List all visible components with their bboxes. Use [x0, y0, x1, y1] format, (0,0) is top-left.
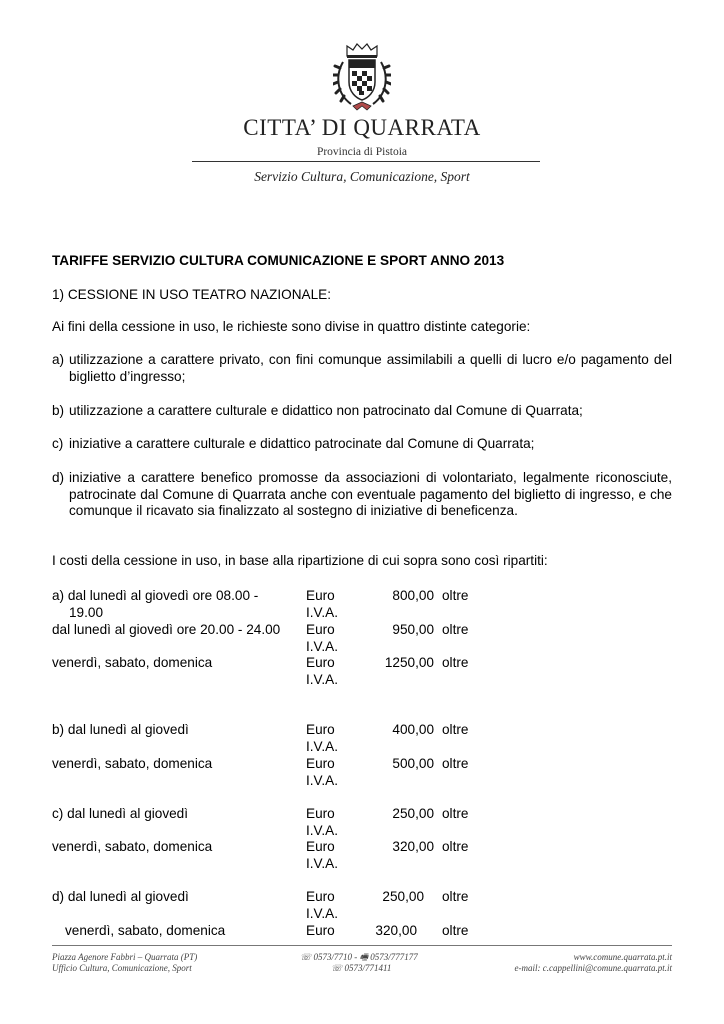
- section-heading: 1) CESSIONE IN USO TEATRO NAZIONALE:: [52, 287, 331, 302]
- category-letter: a): [52, 352, 65, 367]
- tariff-amount: 800,00: [392, 588, 434, 603]
- tariff-row: [0, 889, 724, 923]
- tariff-amount: 320,00: [375, 923, 417, 938]
- category-item: [52, 470, 672, 520]
- tariff-currency: Euro: [306, 806, 335, 821]
- footer-phone: ☏ 0573/7710 - 🖷 0573/777177: [300, 952, 418, 962]
- tariff-amount: 950,00: [392, 622, 434, 637]
- intro-paragraph: Ai fini della cessione in uso, le richieste sono divise in quattro distinte categorie:: [52, 319, 531, 334]
- document-title: TARIFFE SERVIZIO CULTURA COMUNICAZIONE E SPORT ANNO 2013: [52, 253, 505, 268]
- tariff-row: [0, 923, 724, 941]
- tariff-currency: Euro: [306, 588, 335, 603]
- tariff-vat: I.V.A.: [306, 855, 338, 871]
- category-item: [52, 436, 672, 453]
- tariff-row: [0, 722, 724, 756]
- tariff-note: oltre: [442, 806, 469, 821]
- tariff-amount: 1250,00: [384, 655, 434, 670]
- tariff-label: c) dal lunedì al giovedì: [52, 806, 189, 821]
- tariff-label: venerdì, sabato, domenica: [52, 756, 213, 771]
- tariff-vat: I.V.A.: [306, 738, 338, 754]
- tariff-note: oltre: [442, 923, 469, 938]
- category-letter: d): [52, 470, 65, 485]
- tariff-row: [0, 806, 724, 840]
- footer-address-block: [52, 952, 197, 974]
- tariff-row: [0, 756, 724, 790]
- tariff-note: oltre: [442, 622, 469, 637]
- tariff-row: [0, 622, 724, 656]
- tariff-note: oltre: [442, 756, 469, 771]
- category-text: utilizzazione a carattere privato, con fini comunque assimilabili a quelli di lucro e/o pagamento del biglietto d’ingresso;: [69, 352, 672, 384]
- tariff-currency: Euro: [306, 889, 335, 904]
- tariff-label: a) dal lunedì al giovedì ore 08.00 -: [52, 588, 259, 603]
- tariff-vat: I.V.A.: [306, 905, 338, 921]
- tariff-currency: Euro: [306, 756, 335, 771]
- footer-address: Piazza Agenore Fabbri – Quarrata (PT): [52, 952, 198, 962]
- footer-contact-block: [515, 952, 673, 974]
- category-text: utilizzazione a carattere culturale e didattico non patrocinato dal Comune di Quarrata;: [69, 403, 583, 418]
- tariff-note: oltre: [442, 722, 469, 737]
- tariff-amount: 400,00: [392, 722, 434, 737]
- tariff-currency: Euro: [306, 722, 335, 737]
- footer-phone-block: [300, 952, 418, 974]
- tariff-vat: I.V.A.: [306, 772, 338, 788]
- tariff-label: venerdì, sabato, domenica: [65, 923, 226, 938]
- header-divider: [192, 161, 540, 162]
- footer-email[interactable]: e-mail: c.cappellini@comune.quarrata.pt.it: [514, 963, 672, 973]
- footer-office: Ufficio Cultura, Comunicazione, Sport: [52, 963, 192, 973]
- tariff-note: oltre: [442, 889, 469, 904]
- tariff-currency: Euro: [306, 839, 335, 854]
- costs-intro: I costi della cessione in uso, in base alla ripartizione di cui sopra sono così ripartiti:: [52, 553, 548, 568]
- tariff-note: oltre: [442, 655, 469, 670]
- tariff-currency: Euro: [306, 923, 335, 938]
- footer-divider: [52, 945, 672, 946]
- tariff-label: dal lunedì al giovedì ore 20.00 - 24.00: [52, 622, 281, 637]
- tariff-currency: Euro: [306, 622, 335, 637]
- tariff-vat: I.V.A.: [306, 822, 338, 838]
- tariff-label: d) dal lunedì al giovedì: [52, 889, 189, 904]
- tariff-row: [0, 655, 724, 689]
- category-item: [52, 403, 672, 420]
- tariff-note: oltre: [442, 588, 469, 603]
- tariff-row: [0, 588, 724, 622]
- tariff-label: b) dal lunedì al giovedì: [52, 722, 189, 737]
- tariff-amount: 250,00: [382, 889, 424, 904]
- service-name: Servizio Cultura, Comunicazione, Sport: [254, 169, 470, 184]
- tariff-amount: 250,00: [392, 806, 434, 821]
- city-crest-logo: [333, 42, 391, 114]
- tariff-row: [0, 839, 724, 873]
- footer-phone-2: ☏ 0573/771411: [331, 963, 392, 973]
- footer-website[interactable]: www.comune.quarrata.pt.it: [573, 952, 672, 962]
- tariff-vat: I.V.A.: [306, 604, 338, 620]
- category-letter: c): [52, 436, 64, 451]
- tariff-vat: I.V.A.: [306, 638, 338, 654]
- tariff-label: venerdì, sabato, domenica: [52, 655, 213, 670]
- city-title: CITTA’ DI QUARRATA: [243, 115, 481, 140]
- category-text: iniziative a carattere culturale e didattico patrocinate dal Comune di Quarrata;: [69, 436, 535, 451]
- category-item: [52, 352, 672, 385]
- tariff-amount: 500,00: [392, 756, 434, 771]
- category-letter: b): [52, 403, 65, 418]
- tariff-amount: 320,00: [392, 839, 434, 854]
- tariff-label-cont: 19.00: [69, 604, 104, 620]
- tariff-vat: I.V.A.: [306, 671, 338, 687]
- tariff-currency: Euro: [306, 655, 335, 670]
- tariff-note: oltre: [442, 839, 469, 854]
- tariff-label: venerdì, sabato, domenica: [52, 839, 213, 854]
- province-subtitle: Provincia di Pistoia: [316, 146, 408, 158]
- category-text: iniziative a carattere benefico promosse da associazioni di volontariato, legalmente riconosciute, patrocinate dal Comune di Quarrata anche con eventuale pagamento del biglietto di ingresso, e che comunque il ricavato sia finalizzato al sostegno di iniziative di beneficenza.: [69, 470, 672, 518]
